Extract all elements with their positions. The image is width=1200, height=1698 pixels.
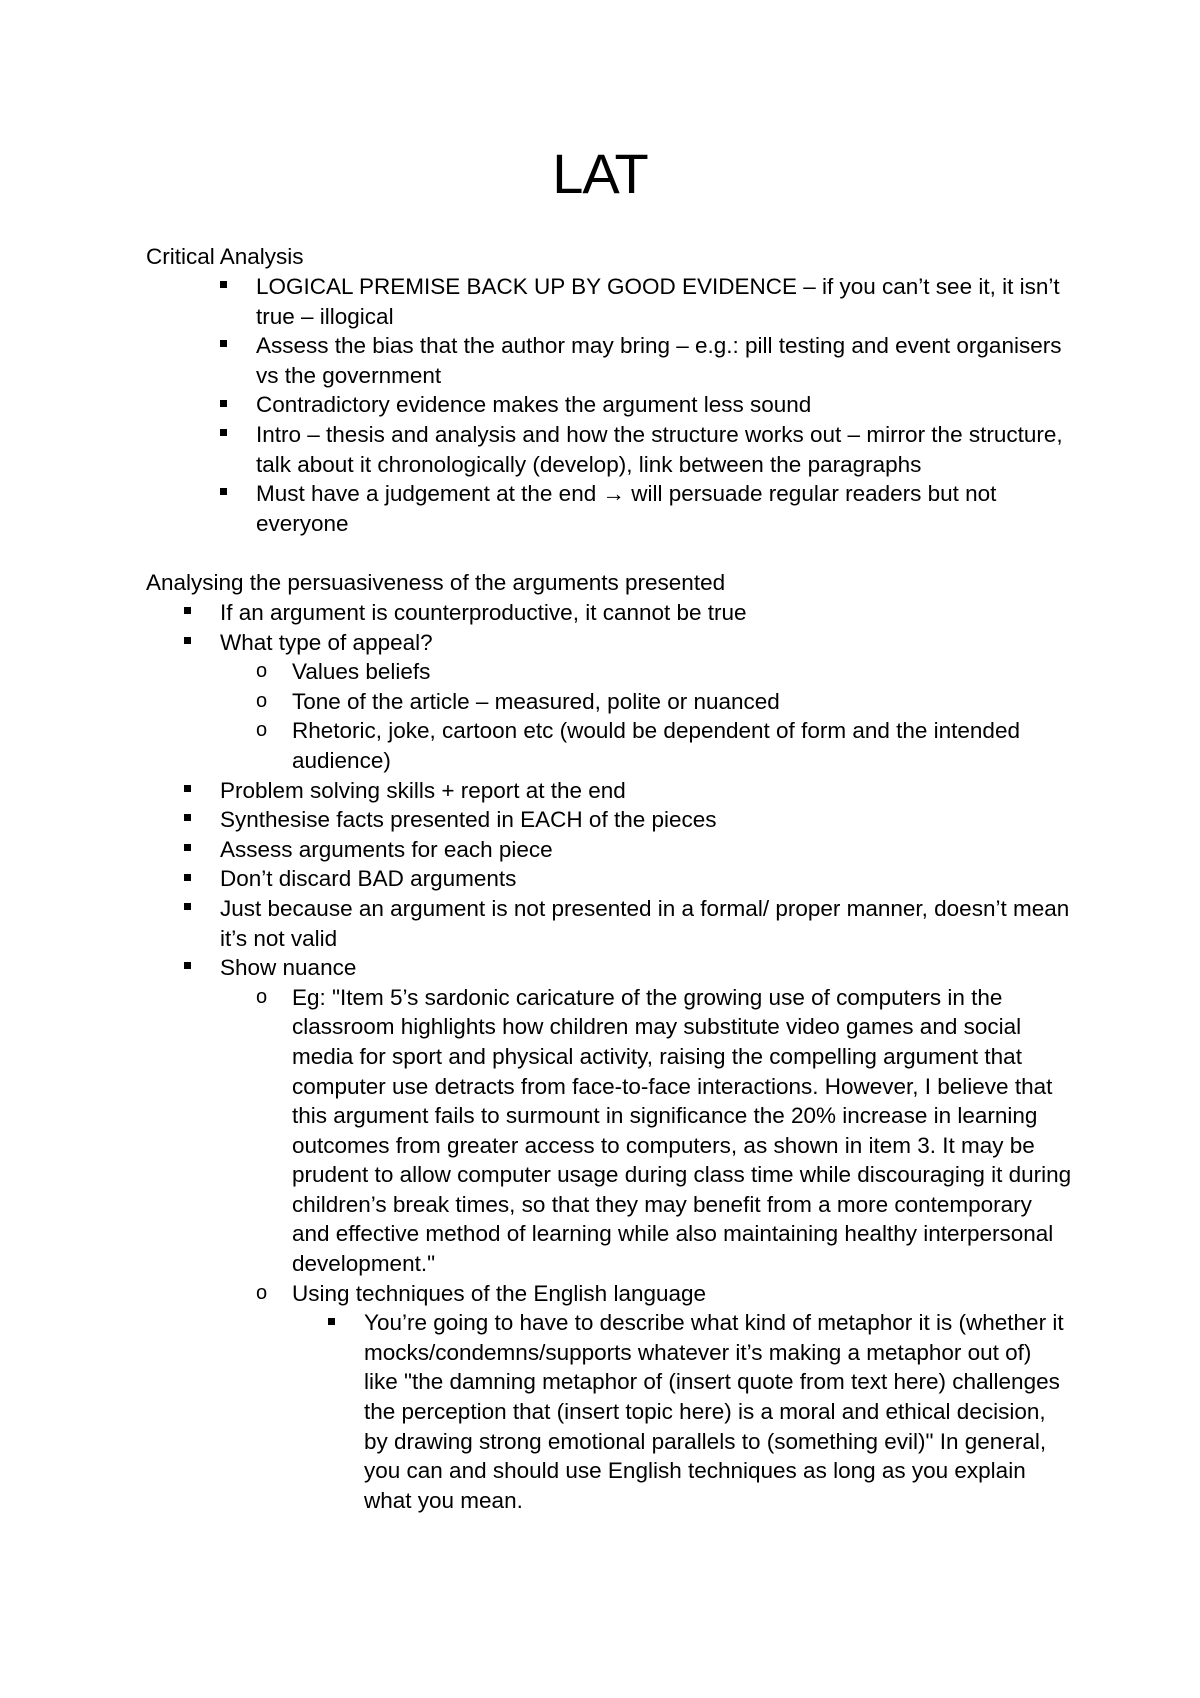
square-bullet-icon [220, 272, 240, 302]
list-item: o Rhetoric, joke, cartoon etc (would be dependent of form and the intended audience) [256, 718, 1020, 773]
list-item: If an argument is counterproductive, it cannot be true [182, 598, 1072, 628]
section-heading-persuasiveness: Analysing the persuasiveness of the arguments presented [146, 570, 726, 595]
list-item: LOGICAL PREMISE BACK UP BY GOOD EVIDENCE – if you can’t see it, it isn’t true – illogical [218, 272, 1068, 331]
persuasiveness-list [182, 598, 1072, 1515]
square-bullet-icon [184, 598, 204, 628]
section-heading-critical-analysis: Critical Analysis [146, 244, 304, 269]
english-techniques-sublist [326, 1308, 1070, 1515]
circle-bullet-icon: o [256, 1281, 268, 1304]
list-item: Show nuance o Eg: "Item 5’s sardonic caricature of the growing use of computers in the classroom highlights how children may substitute video games and social media for sport and physical activity, raising the compelling argument that computer use detracts from face-to-face interactions. However, I believe that this argument fails to surmount in significance the 20% increase in learning outcomes from greater access to computers, as shown in item 3. It may be prudent to allow computer usage during class time while discouraging it during children’s break times, so that they may benefit from a more contemporary and effective method of learning while also maintaining healthy interpersonal development." o Using techniques of the English language You’re going to have to describe what kind of metaphor it is (whether it mocks/condemns/supports whatever it’s making a metaphor out of) like "the damning metaphor of (insert quote from text here) challenges the perception that (insert topic here) is a moral and ethical decision, by drawing strong emotional parallels to (something evil)" In general, you can and should use English techniques as long as you explain what you mean. [182, 953, 1072, 1515]
list-item: o Tone of the article – measured, polite or nuanced [254, 687, 1054, 717]
list-item: Problem solving skills + report at the end [182, 776, 1072, 806]
circle-bullet-icon: o [256, 985, 268, 1008]
list-item: Synthesise facts presented in EACH of the pieces [182, 805, 1072, 835]
list-item: Don’t discard BAD arguments [182, 864, 1072, 894]
square-bullet-icon [184, 894, 204, 924]
square-bullet-icon [220, 420, 240, 450]
list-item: Assess the bias that the author may bring – e.g.: pill testing and event organisers vs the government [218, 331, 1068, 390]
circle-bullet-icon: o [256, 660, 268, 683]
circle-bullet-icon: o [256, 689, 268, 712]
critical-analysis-list [218, 272, 1068, 538]
square-bullet-icon [184, 835, 204, 865]
list-item: Contradictory evidence makes the argument less sound [218, 390, 1068, 420]
nuance-sublist [254, 983, 1072, 1516]
circle-bullet-icon: o [256, 719, 268, 742]
square-bullet-icon [220, 331, 240, 361]
square-bullet-icon [184, 776, 204, 806]
square-bullet-icon [328, 1308, 348, 1338]
page-title: LAT [552, 142, 648, 205]
list-item: Intro – thesis and analysis and how the structure works out – mirror the structure, talk about it chronologically (develop), link between the paragraphs [218, 420, 1068, 479]
square-bullet-icon [220, 390, 240, 420]
square-bullet-icon [184, 805, 204, 835]
list-item: o Values beliefs [254, 657, 1054, 687]
square-bullet-icon [184, 628, 204, 658]
square-bullet-icon [184, 953, 204, 983]
list-item: Assess arguments for each piece [182, 835, 1072, 865]
list-item: Just because an argument is not presented in a formal/ proper manner, doesn’t mean it’s not valid [182, 894, 1072, 953]
list-item: o Using techniques of the English language You’re going to have to describe what kind of metaphor it is (whether it mocks/condemns/supports whatever it’s making a metaphor out of) like "the damning metaphor of (insert quote from text here) challenges the perception that (insert topic here) is a moral and ethical decision, by drawing strong emotional parallels to (something evil)" In general, you can and should use English techniques as long as you explain what you mean. [254, 1279, 1072, 1516]
list-item: What type of appeal? o Values beliefs o Tone of the article – measured, polite or nuanced o Rhetoric, joke, cartoon etc (would be dependent of form and the intended audience) [182, 628, 1072, 776]
list-item: Must have a judgement at the end → will persuade regular readers but not everyone [218, 479, 1068, 538]
list-item: You’re going to have to describe what kind of metaphor it is (whether it mocks/condemns/supports whatever it’s making a metaphor out of) like "the damning metaphor of (insert quote from text here) challenges the perception that (insert topic here) is a moral and ethical decision, by drawing strong emotional parallels to (something evil)" In general, you can and should use English techniques as long as you explain what you mean. [326, 1308, 1070, 1515]
appeal-sublist [254, 657, 1054, 775]
list-item: o Eg: "Item 5’s sardonic caricature of the growing use of computers in the classroom highlights how children may substitute video games and social media for sport and physical activity, raising the compelling argument that computer use detracts from face-to-face interactions. However, I believe that this argument fails to surmount in significance the 20% increase in learning outcomes from greater access to computers, as shown in item 3. It may be prudent to allow computer usage during class time while discouraging it during children’s break times, so that they may benefit from a more contemporary and effective method of learning while also maintaining healthy interpersonal development." [256, 984, 1072, 1277]
square-bullet-icon [220, 479, 240, 509]
square-bullet-icon [184, 864, 204, 894]
